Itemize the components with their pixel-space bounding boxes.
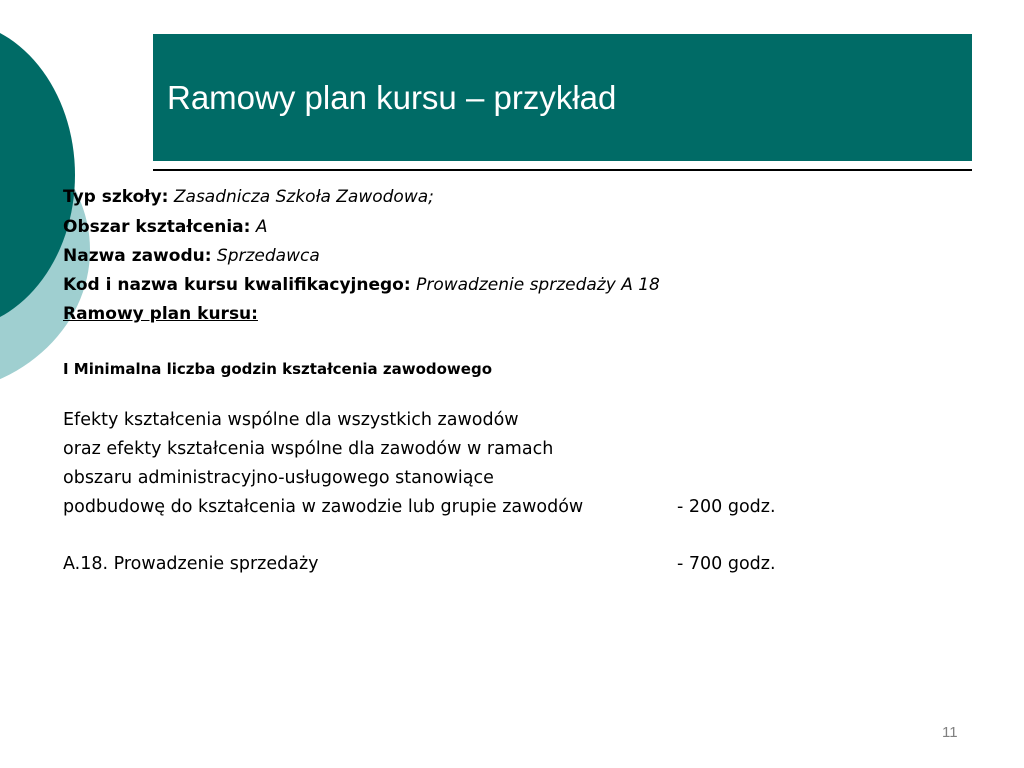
course-label: Kod i nazwa kursu kwalifikacyjnego: xyxy=(63,275,411,295)
school-type-label: Typ szkoły: xyxy=(63,187,169,207)
area-label: Obszar kształcenia: xyxy=(63,217,251,237)
profession-label: Nazwa zawodu: xyxy=(63,246,212,266)
page-number: 11 xyxy=(942,724,958,741)
qualification-line: A.18. Prowadzenie sprzedaży xyxy=(63,554,319,574)
course-value: Prowadzenie sprzedaży A 18 xyxy=(416,275,660,295)
section-heading: I Minimalna liczba godzin kształcenia zawodowego xyxy=(63,360,493,378)
common-line-1: Efekty kształcenia wspólne dla wszystkich zawodów xyxy=(63,410,519,430)
slide-title: Ramowy plan kursu – przykład xyxy=(167,79,617,116)
area-value: A xyxy=(255,217,268,237)
common-line-4: podbudowę do kształcenia w zawodzie lub grupie zawodów xyxy=(63,497,584,517)
profession-value: Sprzedawca xyxy=(216,246,320,266)
common-line-3: obszaru administracyjno-usługowego stanowiące xyxy=(63,468,494,488)
qualification-hours: - 700 godz. xyxy=(677,554,776,574)
profession-line xyxy=(63,245,320,267)
title-divider xyxy=(153,169,972,171)
common-line-2: oraz efekty kształcenia wspólne dla zawodów w ramach xyxy=(63,439,554,459)
common-hours: - 200 godz. xyxy=(677,497,776,517)
title-bar xyxy=(153,34,972,161)
area-line xyxy=(63,216,268,238)
school-type-value: Zasadnicza Szkoła Zawodowa; xyxy=(173,187,434,207)
plan-heading: Ramowy plan kursu: xyxy=(63,304,258,324)
course-line xyxy=(63,274,660,296)
school-type-line xyxy=(63,186,434,208)
